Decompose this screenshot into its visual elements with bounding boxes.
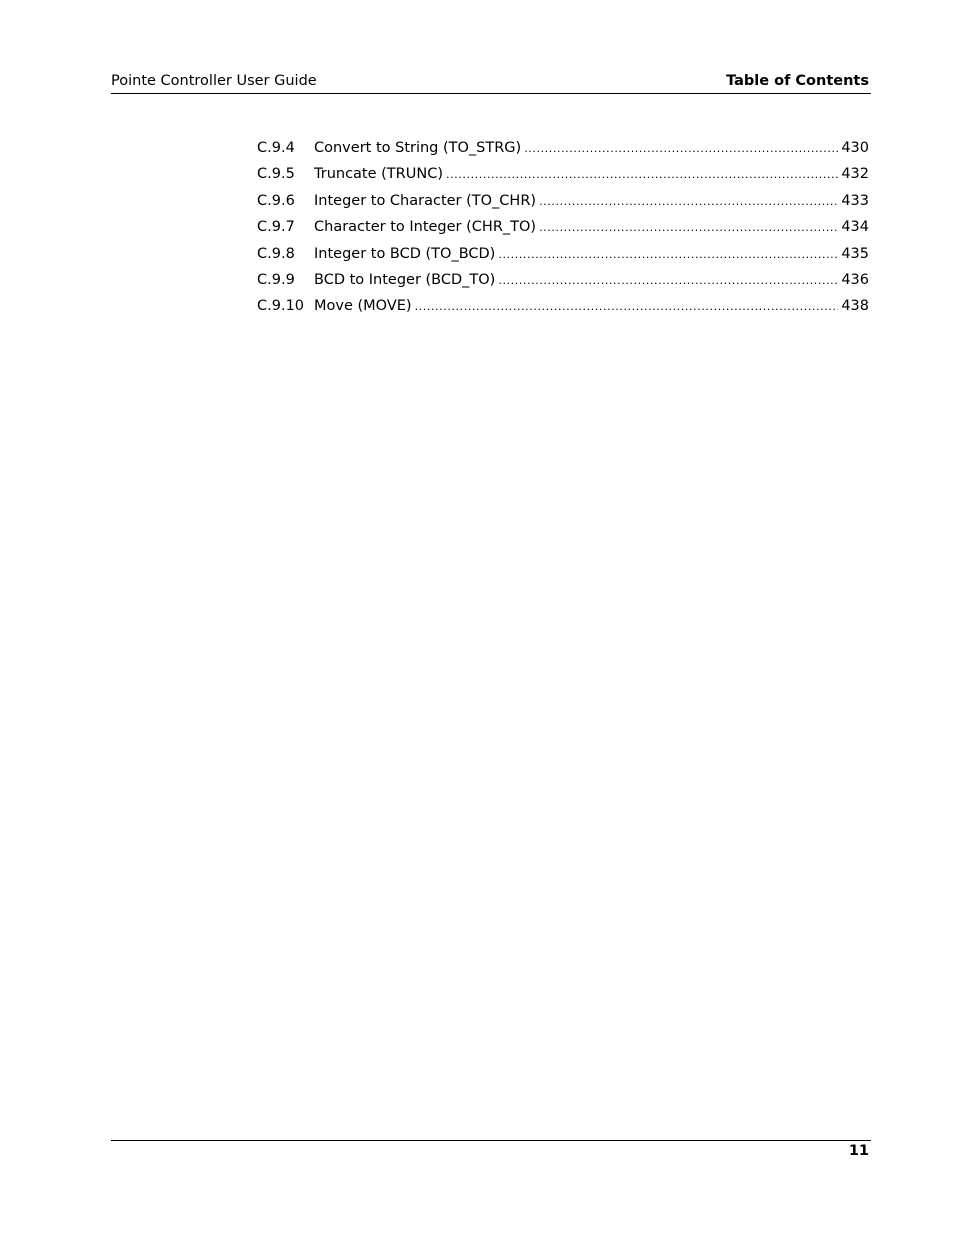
toc-dot-leader (498, 270, 838, 292)
table-of-contents (257, 137, 869, 322)
toc-entry-number: C.9.8 (257, 245, 295, 262)
toc-entry-title[interactable]: BCD to Integer (BCD_TO) (314, 271, 496, 288)
toc-entry-number: C.9.9 (257, 271, 295, 288)
toc-entry[interactable] (257, 163, 869, 189)
toc-dot-leader (498, 244, 838, 266)
toc-entry-number: C.9.7 (257, 219, 295, 236)
toc-entry[interactable] (257, 243, 869, 269)
toc-entry[interactable] (257, 269, 869, 295)
toc-entry-number: C.9.10 (257, 298, 305, 315)
document-title: Pointe Controller User Guide (111, 73, 317, 89)
toc-entry[interactable] (257, 137, 869, 163)
page-number: 11 (848, 1143, 869, 1159)
page-footer (111, 1140, 871, 1159)
toc-entry-page[interactable]: 430 (841, 140, 869, 156)
section-title: Table of Contents (726, 73, 869, 89)
toc-entry-title[interactable]: Integer to Character (TO_CHR) (314, 192, 537, 209)
toc-entry-title[interactable]: Integer to BCD (TO_BCD) (314, 245, 496, 262)
toc-dot-leader (539, 191, 838, 213)
toc-entry-page[interactable]: 434 (841, 219, 869, 236)
toc-entry-number: C.9.6 (257, 192, 295, 209)
toc-entry-page[interactable]: 432 (841, 166, 869, 183)
page-header (111, 72, 871, 94)
toc-entry[interactable] (257, 216, 869, 242)
toc-entry-title[interactable]: Move (MOVE) (314, 298, 412, 315)
toc-entry-page[interactable]: 433 (841, 192, 869, 209)
toc-dot-leader (415, 296, 839, 318)
toc-entry-title[interactable]: Character to Integer (CHR_TO) (314, 219, 537, 236)
toc-entry-page[interactable]: 436 (841, 271, 869, 288)
toc-entry[interactable] (257, 295, 869, 321)
toc-entry-title[interactable]: Truncate (TRUNC) (314, 166, 443, 183)
toc-dot-leader (539, 217, 838, 239)
toc-entry-number: C.9.5 (257, 166, 295, 183)
toc-entry-title[interactable]: Convert to String (TO_STRG) (314, 140, 522, 156)
toc-entry[interactable] (257, 190, 869, 216)
toc-dot-leader (446, 164, 838, 186)
toc-entry-page[interactable]: 438 (841, 298, 869, 315)
toc-entry-page[interactable]: 435 (841, 245, 869, 262)
toc-dot-leader (524, 138, 838, 160)
toc-entry-number: C.9.4 (257, 140, 295, 156)
